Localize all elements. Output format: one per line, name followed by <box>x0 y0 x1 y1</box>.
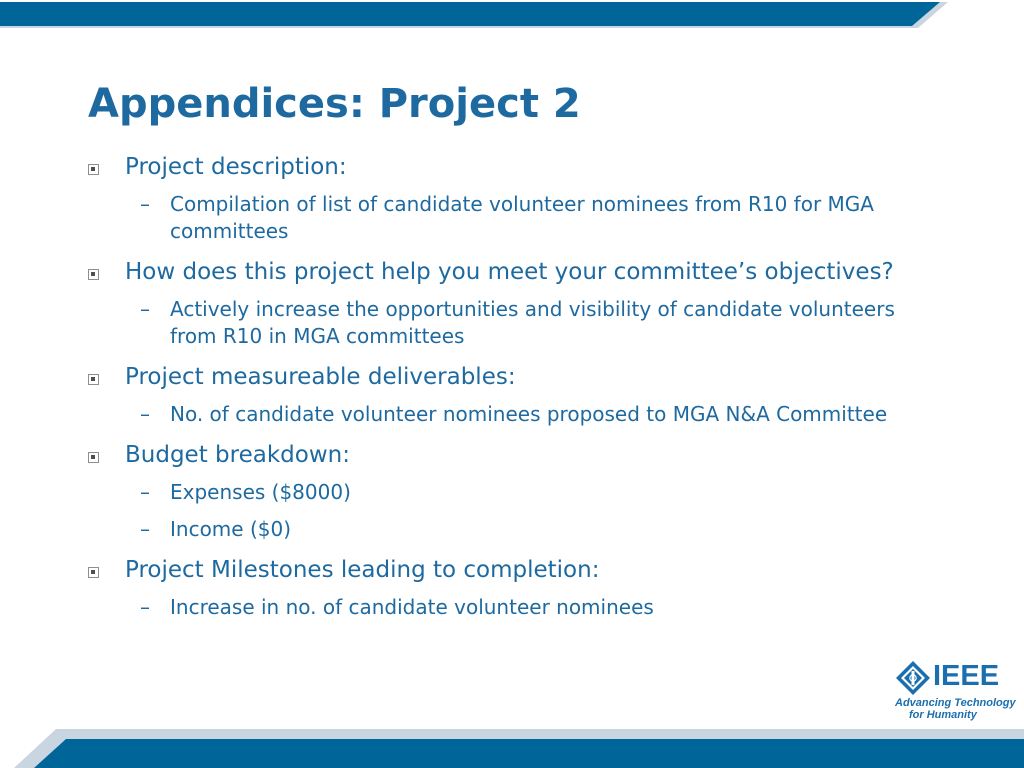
sub-bullet-text: Income ($0) <box>170 517 292 541</box>
bullet-item <box>88 152 928 183</box>
bullet-item <box>88 362 928 393</box>
sub-bullet-text: Increase in no. of candidate volunteer nominees <box>170 595 654 619</box>
sub-bullet-item <box>88 516 928 543</box>
square-bullet-icon <box>88 567 99 578</box>
dash-bullet-icon: – <box>140 192 150 216</box>
square-bullet-icon <box>88 269 99 280</box>
bullet-text: Project measureable deliverables: <box>125 364 516 390</box>
sub-bullet-text: No. of candidate volunteer nominees proposed to MGA N&A Committee <box>170 402 888 426</box>
sub-bullet-item <box>88 191 928 245</box>
dash-bullet-icon: – <box>140 517 150 541</box>
bullet-text: Project description: <box>125 154 347 180</box>
bullet-text: Project Milestones leading to completion: <box>125 557 600 583</box>
sub-bullet-item <box>88 296 928 350</box>
bullet-text: How does this project help you meet your committee’s objectives? <box>125 259 894 285</box>
dash-bullet-icon: – <box>140 595 150 619</box>
bullet-item <box>88 555 928 586</box>
logo-tagline-line2: for Humanity <box>909 709 977 721</box>
slide-title: Appendices: Project 2 <box>88 81 581 127</box>
logo-tagline-line1: Advancing Technology <box>895 697 1016 709</box>
square-bullet-icon <box>88 452 99 463</box>
sub-bullet-item <box>88 401 928 428</box>
slide-body <box>88 152 928 633</box>
dash-bullet-icon: – <box>140 480 150 504</box>
sub-bullet-text: Compilation of list of candidate volunteer nominees from R10 for MGA committees <box>170 192 874 243</box>
sub-bullet-text: Actively increase the opportunities and visibility of candidate volunteers from R10 in MGA committees <box>170 297 895 348</box>
ieee-logo <box>893 656 1016 724</box>
bullet-item <box>88 257 928 288</box>
bottom-decorative-band <box>0 728 1024 768</box>
sub-bullet-item <box>88 594 928 621</box>
dash-bullet-icon: – <box>140 297 150 321</box>
top-decorative-band <box>0 0 1024 32</box>
sub-bullet-text: Expenses ($8000) <box>170 480 351 504</box>
ieee-diamond-icon <box>895 660 931 696</box>
bullet-text: Budget breakdown: <box>125 442 350 468</box>
square-bullet-icon <box>88 374 99 385</box>
dash-bullet-icon: – <box>140 402 150 426</box>
sub-bullet-item <box>88 479 928 506</box>
bullet-item <box>88 440 928 471</box>
square-bullet-icon <box>88 164 99 175</box>
ieee-wordmark: IEEE <box>933 660 1000 692</box>
